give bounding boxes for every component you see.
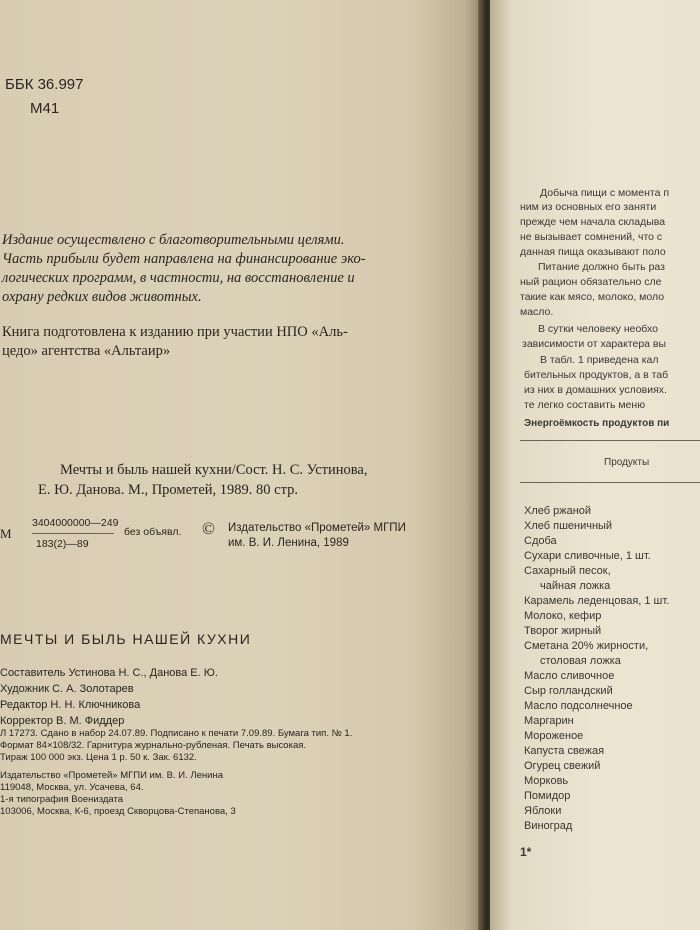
table-title: Энергоёмкость продуктов пи <box>524 418 670 429</box>
product-item: Яблоки <box>524 805 562 817</box>
credit-line: Редактор Н. Н. Ключникова <box>0 699 141 711</box>
body-line: Добыча пищи с момента п <box>540 187 670 199</box>
body-line: зависимости от характера вы <box>522 338 667 350</box>
notice-line: охрану редких видов животных. <box>2 289 202 305</box>
body-line: такие как мясо, молоко, моло <box>520 291 665 303</box>
publisher-line: Издательство «Прометей» МГПИ им. В. И. Ленина <box>0 770 223 781</box>
signature-mark: 1* <box>520 845 532 859</box>
product-item: Капуста свежая <box>524 745 605 757</box>
copyright-symbol: © <box>202 519 215 538</box>
product-item: Сметана 20% жирности, <box>524 640 649 652</box>
product-item: Масло подсолнечное <box>524 700 633 712</box>
notice-line: Издание осуществлено с благотворительными целями. <box>2 232 345 248</box>
product-item: Помидор <box>524 790 571 802</box>
body-line: бительных продуктов, а в таб <box>524 369 669 381</box>
column-header: Продукты <box>604 457 650 468</box>
product-item: Сахарный песок, <box>524 565 611 577</box>
author-mark: М41 <box>30 100 60 117</box>
bbk-code: ББК 36.997 <box>5 76 84 93</box>
notice-line: логических программ, в частности, на восстановление и <box>2 270 355 286</box>
publisher-line: 103006, Москва, К-6, проезд Скворцова-Степанова, 3 <box>0 806 236 817</box>
body-line: не вызывает сомнений, что с <box>520 231 663 243</box>
index-numerator: 3404000000—249 <box>32 517 119 529</box>
product-item: Творог жирный <box>524 625 602 637</box>
index-letter: М <box>0 526 12 541</box>
prepared-line: Книга подготовлена к изданию при участии НПО «Аль- <box>2 324 348 340</box>
body-line: В табл. 1 приведена кал <box>540 354 659 366</box>
publisher-line: 1-я типография Воениздата <box>0 794 124 805</box>
fraction-bar <box>32 533 114 534</box>
credit-line: Художник С. А. Золотарев <box>0 683 134 695</box>
product-item: Виноград <box>524 820 573 832</box>
body-line: прежде чем начала складыва <box>520 216 666 228</box>
body-line: масло. <box>520 306 554 318</box>
product-item: Морковь <box>524 775 569 787</box>
credit-line: Корректор В. М. Фиддер <box>0 715 125 727</box>
credit-line: Составитель Устинова Н. С., Данова Е. Ю. <box>0 667 218 679</box>
right-page <box>490 0 700 930</box>
product-item: Сыр голландский <box>524 685 613 697</box>
copyright-line: им. В. И. Ленина, 1989 <box>228 537 349 549</box>
body-line: В сутки человеку необхо <box>538 323 658 335</box>
product-item: Огурец свежий <box>524 760 601 772</box>
publisher-line: 119048, Москва, ул. Усачева, 64. <box>0 782 144 793</box>
body-line: из них в домашних условиях. <box>524 384 667 396</box>
book-title: МЕЧТЫ И БЫЛЬ НАШЕЙ КУХНИ <box>0 631 252 647</box>
product-item: Сдоба <box>524 535 557 547</box>
product-item: Молоко, кефир <box>524 610 602 622</box>
product-item: Маргарин <box>524 715 574 727</box>
tech-line: Л 17273. Сдано в набор 24.07.89. Подписано к печати 7.09.89. Бумага тип. № 1. <box>0 728 353 739</box>
product-item: Хлеб пшеничный <box>524 520 613 532</box>
index-denominator: 183(2)—89 <box>36 538 89 550</box>
product-item: Хлеб ржаной <box>524 505 592 517</box>
tech-line: Формат 84×108/32. Гарнитура журнально-рубленая. Печать высокая. <box>0 740 307 751</box>
table-rule <box>520 482 700 483</box>
product-item: Мороженое <box>524 730 584 742</box>
body-line: Питание должно быть раз <box>538 261 665 273</box>
product-item: Масло сливочное <box>524 670 615 682</box>
notice-line: Часть прибыли будет направлена на финансирование эко- <box>2 251 366 267</box>
citation-line: Мечты и быль нашей кухни/Сост. Н. С. Устинова, <box>60 462 368 478</box>
no-announce: без объявл. <box>124 526 182 538</box>
body-line: данная пища оказывают поло <box>520 246 666 258</box>
tech-line: Тираж 100 000 экз. Цена 1 р. 50 к. Зак. 6132. <box>0 752 197 763</box>
body-line: ним из основных его заняти <box>520 201 657 213</box>
product-item: Сухари сливочные, 1 шт. <box>524 550 651 562</box>
product-item: чайная ложка <box>540 580 611 592</box>
product-item: Карамель леденцовая, 1 шт. <box>524 595 670 607</box>
body-line: те легко составить меню <box>524 399 646 411</box>
body-line: ный рацион обязательно сле <box>520 276 662 288</box>
citation-line: Е. Ю. Данова. М., Прометей, 1989. 80 стр. <box>38 482 298 498</box>
prepared-line: цедо» агентства «Альтаир» <box>2 343 171 359</box>
table-rule <box>520 440 700 441</box>
copyright-line: Издательство «Прометей» МГПИ <box>228 522 406 534</box>
product-item: столовая ложка <box>540 655 621 667</box>
